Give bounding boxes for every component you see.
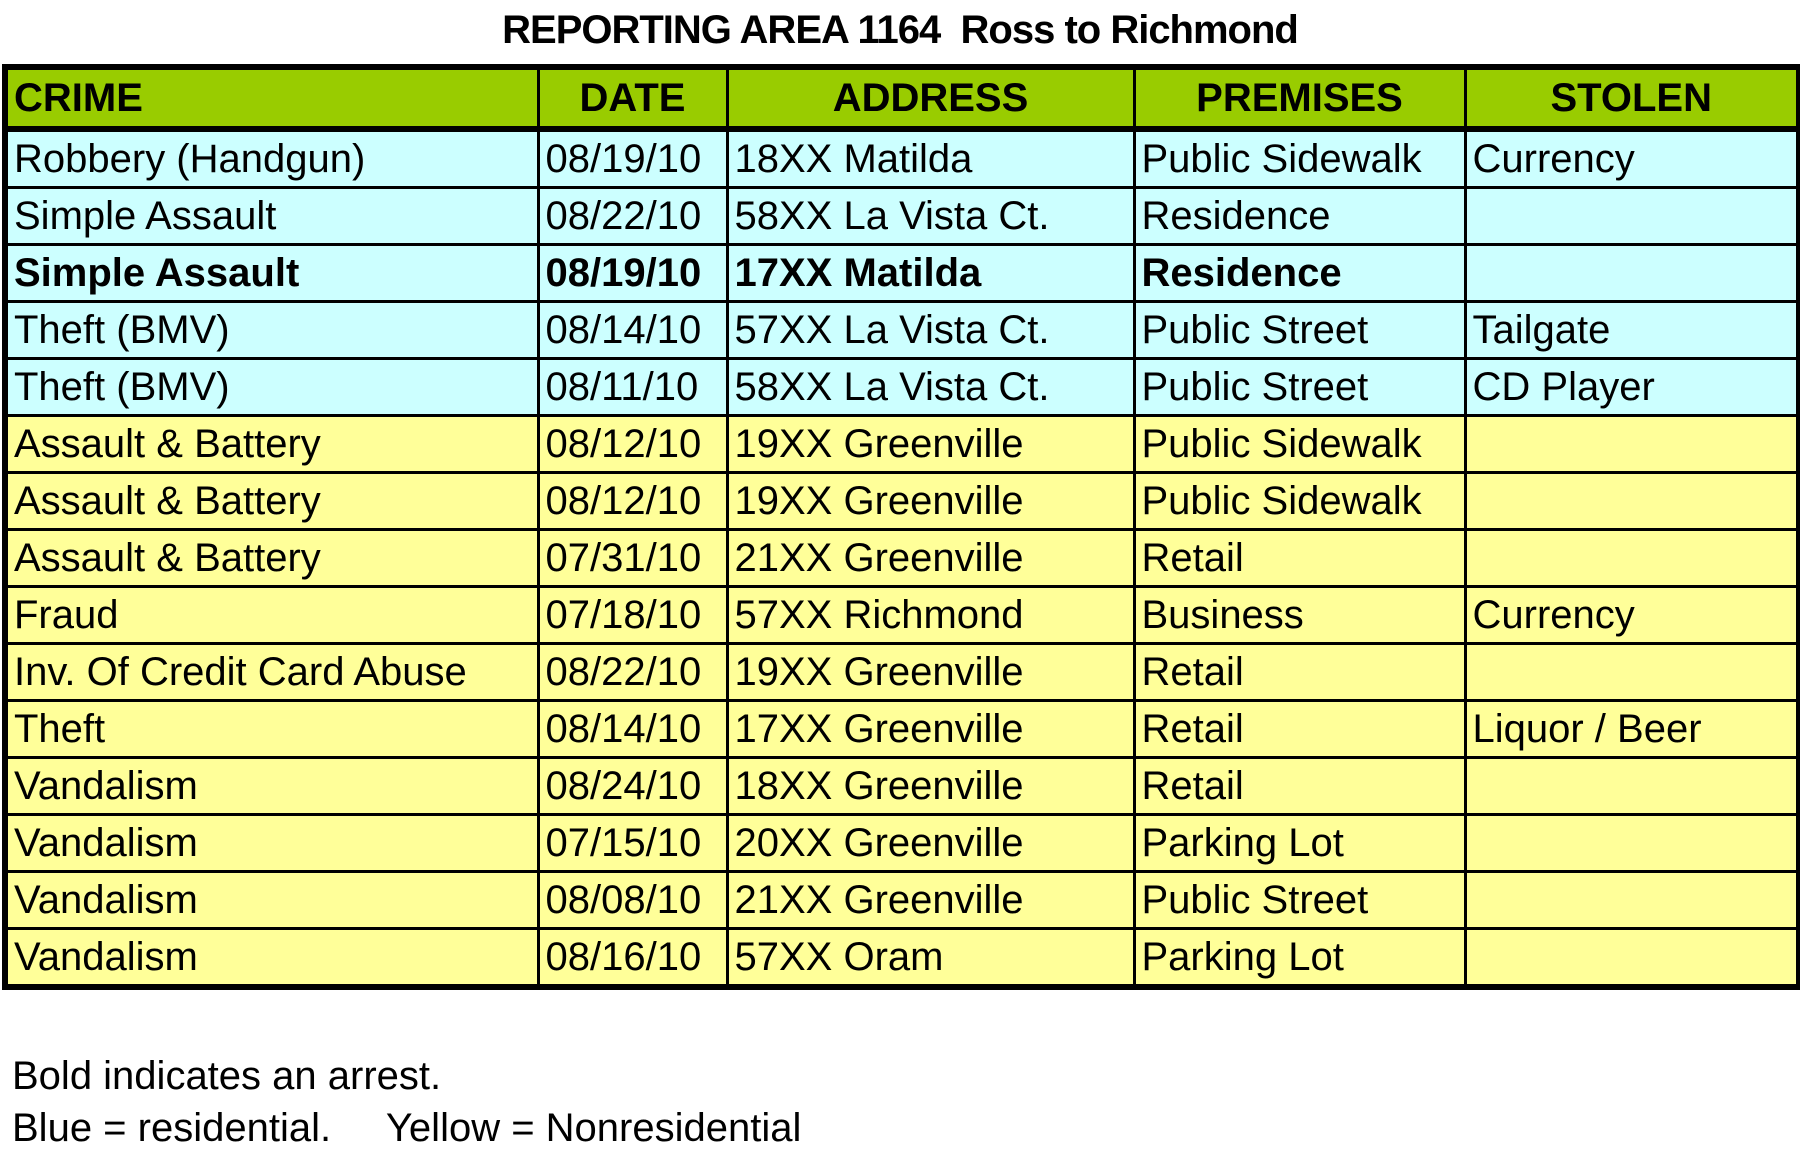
cell-premises: Residence (1134, 188, 1465, 245)
cell-date: 08/11/10 (538, 359, 727, 416)
table-row (5, 188, 1799, 245)
cell-stolen: Currency (1465, 129, 1799, 188)
cell-crime: Vandalism (5, 758, 538, 815)
cell-date: 08/16/10 (538, 929, 727, 988)
cell-crime: Theft (BMV) (5, 359, 538, 416)
cell-crime: Vandalism (5, 929, 538, 988)
cell-date: 07/31/10 (538, 530, 727, 587)
cell-stolen (1465, 416, 1799, 473)
table-row (5, 302, 1799, 359)
cell-address: 20XX Greenville (727, 815, 1134, 872)
table-body (5, 129, 1799, 987)
column-header-address: ADDRESS (727, 67, 1134, 129)
cell-address: 18XX Matilda (727, 129, 1134, 188)
cell-address: 57XX Richmond (727, 587, 1134, 644)
column-header-date: DATE (538, 67, 727, 129)
cell-premises: Residence (1134, 245, 1465, 302)
cell-stolen (1465, 530, 1799, 587)
cell-premises: Parking Lot (1134, 815, 1465, 872)
cell-premises: Retail (1134, 644, 1465, 701)
table-row (5, 245, 1799, 302)
table-row (5, 815, 1799, 872)
cell-date: 08/12/10 (538, 416, 727, 473)
cell-crime: Assault & Battery (5, 530, 538, 587)
table-row (5, 530, 1799, 587)
cell-address: 19XX Greenville (727, 644, 1134, 701)
cell-premises: Retail (1134, 701, 1465, 758)
table-row (5, 644, 1799, 701)
cell-premises: Business (1134, 587, 1465, 644)
table-row (5, 587, 1799, 644)
legend-notes (12, 1050, 801, 1154)
cell-crime: Simple Assault (5, 245, 538, 302)
cell-crime: Theft (BMV) (5, 302, 538, 359)
cell-crime: Robbery (Handgun) (5, 129, 538, 188)
cell-date: 08/14/10 (538, 701, 727, 758)
cell-date: 08/19/10 (538, 245, 727, 302)
cell-date: 08/14/10 (538, 302, 727, 359)
table-row (5, 701, 1799, 758)
cell-crime: Vandalism (5, 815, 538, 872)
cell-premises: Retail (1134, 530, 1465, 587)
cell-address: 58XX La Vista Ct. (727, 188, 1134, 245)
column-header-crime: CRIME (5, 67, 538, 129)
cell-address: 17XX Greenville (727, 701, 1134, 758)
cell-stolen: CD Player (1465, 359, 1799, 416)
cell-crime: Fraud (5, 587, 538, 644)
page-title: REPORTING AREA 1164 Ross to Richmond (502, 8, 1298, 52)
table-row (5, 473, 1799, 530)
cell-crime: Theft (5, 701, 538, 758)
cell-stolen (1465, 872, 1799, 929)
column-header-premises: PREMISES (1134, 67, 1465, 129)
cell-address: 21XX Greenville (727, 530, 1134, 587)
cell-stolen: Tailgate (1465, 302, 1799, 359)
crime-report-table (2, 64, 1800, 990)
cell-stolen (1465, 758, 1799, 815)
cell-premises: Public Sidewalk (1134, 129, 1465, 188)
cell-crime: Inv. Of Credit Card Abuse (5, 644, 538, 701)
table-row (5, 872, 1799, 929)
cell-stolen: Currency (1465, 587, 1799, 644)
cell-premises: Parking Lot (1134, 929, 1465, 988)
cell-address: 18XX Greenville (727, 758, 1134, 815)
cell-date: 08/22/10 (538, 188, 727, 245)
cell-premises: Public Sidewalk (1134, 416, 1465, 473)
table-row (5, 129, 1799, 188)
cell-crime: Simple Assault (5, 188, 538, 245)
arrest-note: Bold indicates an arrest. (12, 1054, 442, 1098)
cell-address: 58XX La Vista Ct. (727, 359, 1134, 416)
cell-premises: Retail (1134, 758, 1465, 815)
cell-crime: Assault & Battery (5, 473, 538, 530)
cell-crime: Vandalism (5, 872, 538, 929)
cell-stolen (1465, 644, 1799, 701)
cell-premises: Public Street (1134, 359, 1465, 416)
table-row (5, 758, 1799, 815)
cell-date: 08/22/10 (538, 644, 727, 701)
cell-address: 57XX Oram (727, 929, 1134, 988)
cell-stolen: Liquor / Beer (1465, 701, 1799, 758)
table-row (5, 929, 1799, 988)
cell-stolen (1465, 188, 1799, 245)
cell-address: 57XX La Vista Ct. (727, 302, 1134, 359)
table-header (5, 67, 1799, 129)
cell-date: 08/12/10 (538, 473, 727, 530)
header-row (5, 67, 1799, 129)
cell-address: 17XX Matilda (727, 245, 1134, 302)
cell-premises: Public Sidewalk (1134, 473, 1465, 530)
cell-date: 08/24/10 (538, 758, 727, 815)
cell-stolen (1465, 245, 1799, 302)
cell-crime: Assault & Battery (5, 416, 538, 473)
cell-stolen (1465, 815, 1799, 872)
cell-stolen (1465, 929, 1799, 988)
cell-address: 19XX Greenville (727, 416, 1134, 473)
cell-date: 07/18/10 (538, 587, 727, 644)
cell-address: 21XX Greenville (727, 872, 1134, 929)
cell-stolen (1465, 473, 1799, 530)
cell-premises: Public Street (1134, 872, 1465, 929)
cell-date: 08/08/10 (538, 872, 727, 929)
cell-date: 07/15/10 (538, 815, 727, 872)
cell-premises: Public Street (1134, 302, 1465, 359)
cell-date: 08/19/10 (538, 129, 727, 188)
cell-address: 19XX Greenville (727, 473, 1134, 530)
table-row (5, 416, 1799, 473)
table-row (5, 359, 1799, 416)
column-header-stolen: STOLEN (1465, 67, 1799, 129)
color-legend-note: Blue = residential. Yellow = Nonresidential (12, 1106, 802, 1150)
